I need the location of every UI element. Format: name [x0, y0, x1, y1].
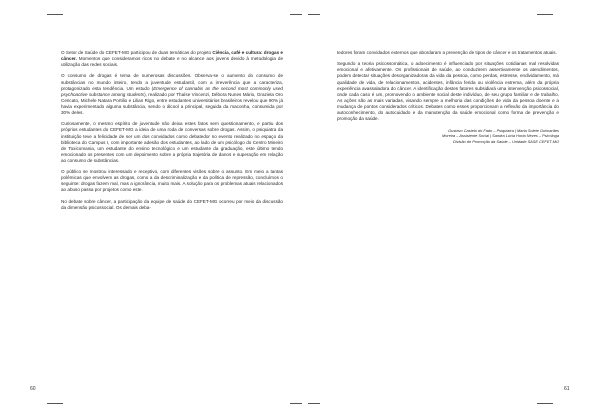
left-page-number: 60: [30, 386, 36, 392]
crop-mark-bottom-center-right: [308, 403, 320, 404]
author-signature: [337, 128, 559, 144]
paragraph-text: O consumo de drogas é tema de numerosas discussões. Observa-se o aumento do consumo de substâncias no mundo inteiro, tendo a juventude estudantil, com a irreverência que a caracteriza, protagonizado esta tendência. Um estudo (: [61, 73, 283, 91]
paragraph-text: Curiosamente, o mesmo espírito de juventude não deixa estes fatos sem questionamento, e partiu dos próprios estudantes do CEFET-MG a ideia de uma roda de conversas sobre drogas. Assim, o psiquiatra da instituição teve a felicidade de ser um dos convidados como debatedor no evento realizado no espaço da biblioteca do Campus I, com importante adesão dos estudantes, ao lado de um psicólogo do Centro Mineiro de Toxicomania, um estudante do ensino tecnológico e um estudante da graduação, este último tendo emocionado os presentes com um depoimento sobre a própria trajetória de danos e superação em relação ao consumo de substâncias.: [61, 121, 283, 163]
paragraph-text: Momentos que consideramos ricos no debate e no alcance aos jovens devido à metodologia de utilização das redes sociais.: [61, 56, 283, 68]
paragraph-text: O público se mostrou interessado e receptivo, com diferentes visões sobre o assunto. Em meio a tantas polêmicas que envolvem as drogas, como a da descriminalização e da política de repressão, concluímos o seguinte: drogas fazem mal, mas a ignorância, muito mais. A solução para os problemas atuais relacionados ao abuso passa por projetos como este.: [61, 169, 283, 193]
paragraph: [337, 50, 559, 56]
paragraph: [337, 61, 559, 122]
left-page-text: [61, 50, 283, 216]
paragraph-text: Ciência, café e cultura: drogas e câncer.: [61, 50, 283, 62]
paragraph-text: tedores foram convidados externos que abordaram a prevenção de tipos de câncer e os tratamentos atuais.: [337, 50, 557, 55]
crop-mark-top-center-left: [290, 14, 302, 15]
crop-mark-top-left: [47, 14, 63, 15]
signature-line: Divisão de Promoção da Saúde – Unidade SASE CEFET-MG: [452, 138, 559, 144]
paragraph: [61, 199, 283, 211]
crop-mark-bottom-center-left: [290, 403, 302, 404]
signature-line: Gustavo Castelo do Fado – Psiquiatra | Maria Solete Guimarães: [448, 128, 559, 134]
paragraph: [61, 169, 283, 193]
crop-mark-bottom-left: [47, 403, 63, 404]
paragraph-text: Segundo a teoria psicossomática, o adoecimento é influenciado por situações cotidianas mal resolvidas emocional e afetivamente. Os profissionais de saúde, ao conduzirem assertivamente os atendimentos, podem detectar situações desorganizadoras da vida da pessoa, como perdas, estresse, endividamento, má qualidade de vida, de relacionamentos, acidentes, infância ferida ou violência extrema, além da própria experiência avassaladora do câncer. A identificação destes fatores subsidiará uma intervenção psicossocial, onde cada caso é um, promovendo o ambiente social deste indivíduo, de seu grupo familiar e de trabalho. As ações são as mais variadas, visando sempre a melhoria das condições de vida da pessoa doente e a mudança de pontos considerados críticos. Debates como esses proporcionam a reflexão da importância do autoconhecimento, do autocuidado e da manutenção da saúde emocional como forma de prevenção e promoção da saúde.: [337, 61, 559, 122]
paragraph-text: Emergence of cannabis as the second most commonly used psychoactive substance among students: [61, 85, 283, 97]
paragraph-text: ), realizado por Thaíse Vincenzi, Débora Nunes Mário, Graziela Oro Cericato, Michele Natara Portilio e Lilian Rigo, entre estudantes universitários brasileiros revelou que 90% já havia experimentado alguma substância, sendo o álcool a principal, seguida da maconha, consumida por 30% deles.: [61, 91, 283, 116]
paragraph-text: O Setor de Saúde do CEFET-MG participou de duas temáticas do projeto: [61, 50, 213, 55]
right-page-text: [337, 50, 559, 144]
crop-mark-top-center-right: [308, 14, 320, 15]
signature-line: Moreira – Assistente Social | Sandra Lúcia Horta Neves – Psicóloga: [442, 133, 559, 139]
paragraph-text: No debate sobre câncer, a participação da equipe de saúde do CEFET-MG ocorreu por meio da discussão da dimensão psicossocial. Os demais deba-: [61, 198, 283, 210]
crop-mark-top-right: [537, 14, 553, 15]
paragraph: [61, 50, 283, 68]
paragraph: [61, 73, 283, 116]
paragraph: [61, 121, 283, 164]
right-page-number: 61: [564, 386, 570, 392]
crop-mark-bottom-right: [537, 403, 553, 404]
